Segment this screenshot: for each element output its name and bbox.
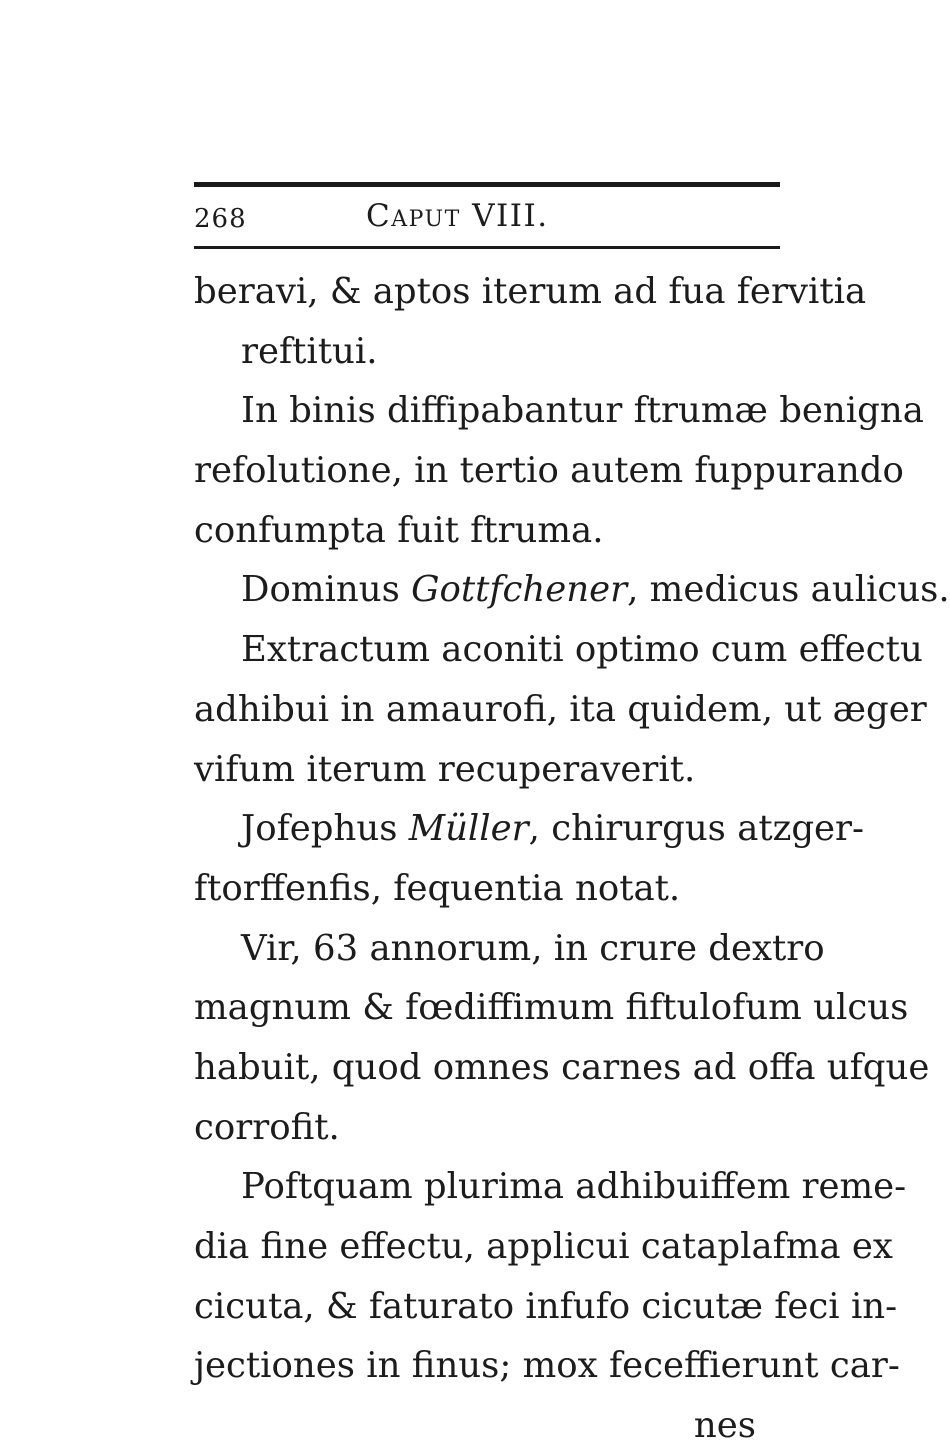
text-line: Extractum aconiti optimo cum effectu	[241, 629, 923, 671]
text-line: Poftquam plurima adhibuiffem reme-	[241, 1166, 907, 1208]
page-number: 268	[194, 204, 247, 234]
catchword: nes	[693, 1405, 756, 1447]
header-top-rule	[194, 182, 780, 187]
text-line: Jofephus Müller, chirurgus atzger-	[241, 808, 865, 850]
running-title: Caput VIII.	[366, 198, 549, 234]
running-header	[194, 196, 780, 242]
text-line: corrofit.	[194, 1106, 340, 1148]
text-line: cicuta, & faturato infufo cicutæ feci in-	[194, 1285, 898, 1327]
text-line: adhibui in amaurofi, ita quidem, ut æger	[194, 688, 927, 730]
person-name: Müller	[408, 808, 529, 850]
person-name: Gottfchener	[411, 569, 628, 611]
text-line: dia fine effectu, applicui cataplafma ex	[194, 1226, 893, 1267]
text-line: Vir, 63 annorum, in crure dextro	[241, 927, 825, 969]
text-line: reftitui.	[241, 330, 378, 372]
text-line: refolutione, in tertio autem fuppurando	[194, 450, 904, 492]
text-line: beravi, & aptos iterum ad fua fervitia	[194, 271, 867, 312]
header-bottom-rule	[194, 246, 780, 249]
text-line: Dominus Gottfchener, medicus aulicus.	[241, 569, 950, 611]
text-line: magnum & fœdiffimum fiftulofum ulcus	[194, 987, 909, 1029]
text-line: habuit, quod omnes carnes ad offa ufque	[194, 1046, 930, 1088]
text-line: ftorffenfis, fequentia notat.	[194, 867, 681, 909]
text-line: In binis diffipabantur ftrumæ benigna	[241, 390, 924, 432]
text-line: confumpta fuit ftruma.	[194, 509, 604, 551]
body-text	[194, 262, 950, 1456]
text-line: jectiones in finus; mox feceffierunt car-	[194, 1345, 900, 1387]
text-line: vifum iterum recuperaverit.	[194, 748, 696, 790]
